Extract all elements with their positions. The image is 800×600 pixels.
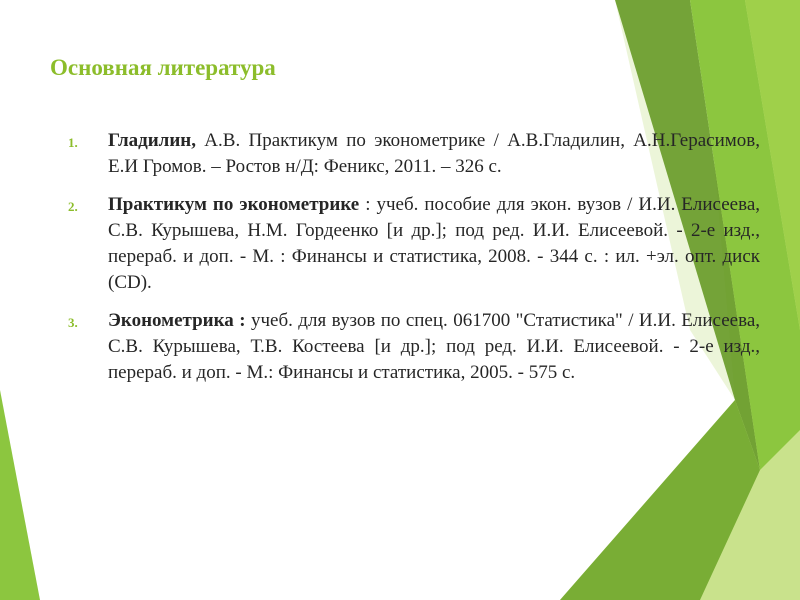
reference-text: учеб. для вузов по спец. 061700 "Статистика" / И.И. Елисеева, С.В. Курышева, Т.В. Костеева [и др.]; под ред. И.И. Елисеевой. - 2-е изд., перераб. и доп. - М.: Финансы и статистика, 2005. - 575 с. [108, 310, 760, 383]
reference-bold-lead: Гладилин, [108, 130, 196, 151]
reference-bold-lead: Практикум по эконометрике [108, 194, 360, 215]
list-number: 3. [68, 315, 78, 330]
list-number: 2. [68, 199, 78, 214]
reference-list [68, 128, 760, 398]
left-green-sliver [0, 390, 40, 600]
slide-title: Основная литература [50, 55, 276, 80]
reference-item-1 [68, 128, 760, 180]
reference-item-2 [68, 192, 760, 296]
reference-item-3 [68, 308, 760, 386]
list-number: 1. [68, 135, 78, 150]
reference-text: А.В. Практикум по эконометрике / А.В.Гладилин, А.Н.Герасимов, Е.И Громов. – Ростов н/Д: Феникс, 2011. – 326 с. [108, 130, 760, 177]
reference-text: : учеб. пособие для экон. вузов / И.И. Елисеева, С.В. Курышева, Н.М. Гордеенко [и др.]; под ред. И.И. Елисеевой. - 2-е изд., перераб. и доп. - М. : Финансы и статистика, 2008. - 344 с. : ил. +эл. опт. диск (CD). [108, 194, 760, 293]
reference-bold-lead: Эконометрика : [108, 310, 246, 331]
